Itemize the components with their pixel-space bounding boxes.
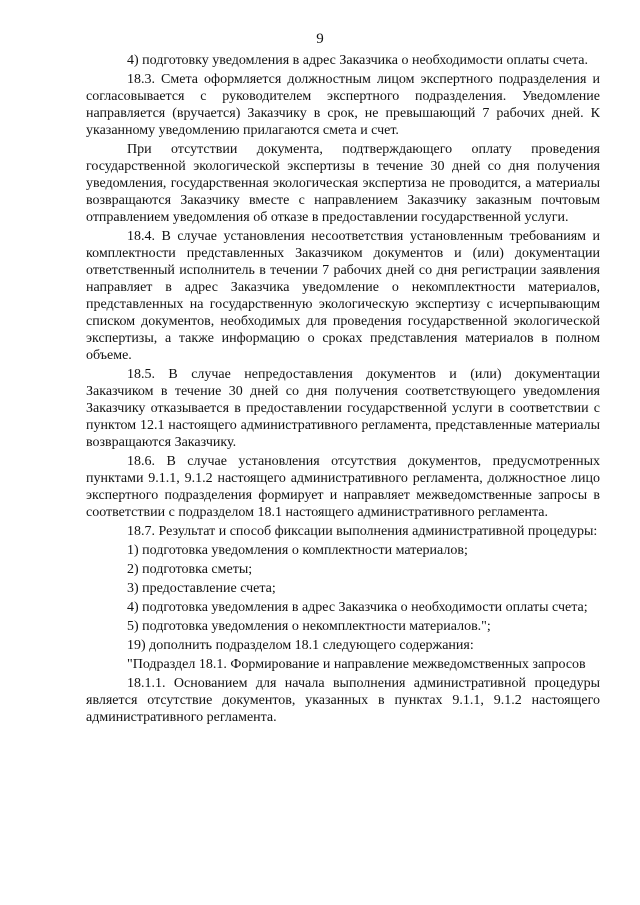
paragraph-18-6: 18.6. В случае установления отсутствия документов, предусмотренных пунктами 9.1.1, 9.1.2 настоящего административного регламента, должностное лицо экспертного подразделения формирует и направляет межведомственные запросы в соответствии с подразделом 18.1 настоящего административного регламента. [86, 454, 600, 520]
paragraph-payment-absence: При отсутствии документа, подтверждающего оплату проведения государственной экологической экспертизы в течение 30 дней со дня получения уведомления, государственная экологическая экспертиза не проводится, а материалы возвращаются Заказчику вместе с направлением Заказчику заказным почтовым отправлением уведомления об отказе в предоставлении государственной услуги. [86, 142, 600, 225]
paragraph-18-7: 18.7. Результат и способ фиксации выполнения административной процедуры: [127, 524, 598, 539]
list-item-4: 4) подготовка уведомления в адрес Заказчика о необходимости оплаты счета; [127, 600, 588, 615]
paragraph-18-3: 18.3. Смета оформляется должностным лицом экспертного подразделения и согласовывается с руководителем экспертного подразделения. Уведомление направляется (вручается) Заказчику в срок, не превышающий 7 рабочих дней. К указанному уведомлению прилагаются смета и счет. [86, 72, 600, 138]
list-item-3: 3) предоставление счета; [127, 581, 276, 596]
subsection-18-1-heading: "Подраздел 18.1. Формирование и направление межведомственных запросов [127, 657, 586, 672]
paragraph-18-4: 18.4. В случае установления несоответствия установленным требованиям и комплектности представленных Заказчиком документов и (или) документации ответственный исполнитель в течении 7 рабочих дней со дня регистрации заявления направляет в адрес Заказчика уведомление о некомплектности материалов, представленных на государственную экологическую экспертизу с исчерпывающим списком документов, необходимых для проведения государственной экологической экспертизы, а также информацию о сроках представления материалов в полном объеме. [86, 229, 600, 363]
page-number: 9 [316, 31, 324, 47]
amendment-item-19: 19) дополнить подразделом 18.1 следующего содержания: [127, 638, 474, 653]
list-item-5: 5) подготовка уведомления о некомплектности материалов."; [127, 619, 491, 634]
paragraph-18-1-1: 18.1.1. Основанием для начала выполнения административной процедуры является отсутствие документов, указанных в пунктах 9.1.1, 9.1.2 настоящего административного регламента. [86, 676, 600, 725]
list-item-2: 2) подготовка сметы; [127, 562, 253, 577]
document-body [86, 52, 600, 726]
paragraph-4-item: 4) подготовку уведомления в адрес Заказчика о необходимости оплаты счета. [127, 53, 589, 68]
list-item-1: 1) подготовка уведомления о комплектности материалов; [127, 543, 468, 558]
paragraph-18-5: 18.5. В случае непредоставления документов и (или) документации Заказчиком в течение 30 дней со дня получения соответствующего уведомления Заказчику отказывается в предоставлении государственной услуги в соответствии с пунктом 12.1 настоящего административного регламента, представленные материалы возвращаются Заказчику. [86, 367, 600, 450]
